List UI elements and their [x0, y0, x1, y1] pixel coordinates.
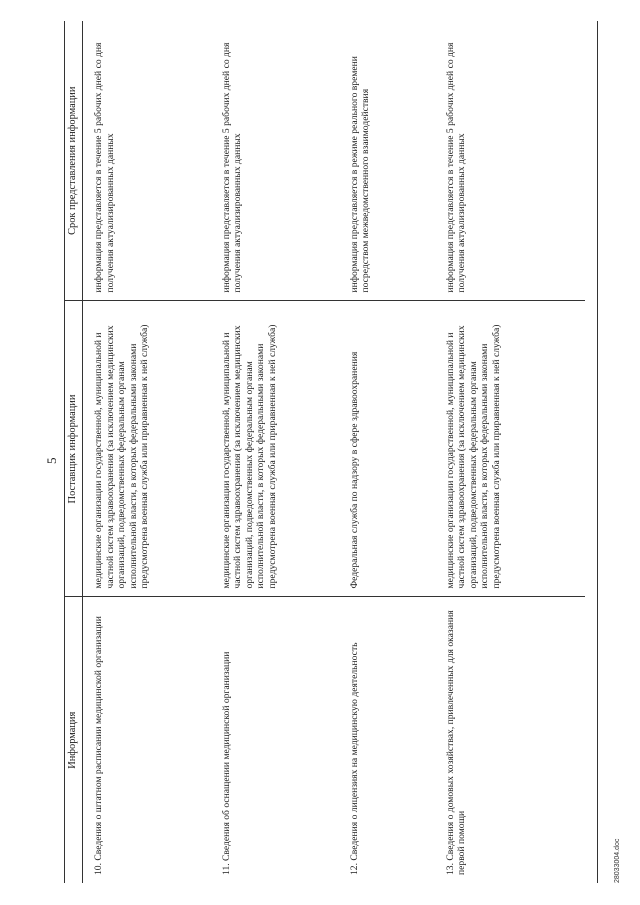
info-table [64, 21, 585, 883]
header-term: Срок представления информации [64, 21, 83, 301]
table-top-rule [64, 21, 65, 883]
table-bottom-rule [597, 21, 598, 883]
footer-filename: 28033004.doc [614, 838, 621, 883]
table-row [211, 21, 339, 883]
row-provider: медицинские организации государственной, муниципальной и частной систем здравоохранения (за исключением медицинских организаций, подведомственных федеральным органам исполнительной власти, в которых федеральными законами предусмотрена военная служба или приравненная к ней служба) [211, 301, 339, 597]
table-row [339, 21, 435, 883]
table-header-row [64, 21, 83, 883]
row-info: 10. Сведения о штатном расписании медицинской организации [93, 616, 105, 875]
row-term: информация представляется в режиме реального времени посредством межведомственного взаимодействия [339, 21, 435, 301]
row-term: информация представляется в течение 5 рабочих дней со дня получения актуализированных данных [83, 21, 211, 301]
header-info: Информация [64, 597, 83, 883]
header-provider: Поставщик информации [64, 301, 83, 597]
table-row [435, 21, 585, 883]
row-info: 12. Сведения о лицензиях на медицинскую деятельность [348, 642, 360, 875]
table-row [83, 21, 211, 883]
row-info: 11. Сведения об оснащении медицинской организации [220, 651, 232, 875]
row-term: информация представляется в течение 5 рабочих дней со дня получения актуализированных данных [435, 21, 585, 301]
row-info: 13. Сведения о домовых хозяйствах, привлеченных для оказания первой помощи [444, 610, 468, 875]
row-provider: медицинские организации государственной, муниципальной и частной систем здравоохранения (за исключением медицинских организаций, подведомственных федеральным органам исполнительной власти, в которых федеральными законами предусмотрена военная служба или приравненная к ней служба) [435, 301, 585, 597]
page-number: 5 [44, 457, 59, 464]
row-provider: Федеральная служба по надзору в сфере здравоохранения [339, 301, 435, 597]
row-provider: медицинские организации государственной, муниципальной и частной систем здравоохранения (за исключением медицинских организаций, подведомственных федеральным органам исполнительной власти, в которых федеральными законами предусмотрена военная служба или приравненная к ней служба) [83, 301, 211, 597]
row-term: информация представляется в течение 5 рабочих дней со дня получения актуализированных данных [211, 21, 339, 301]
